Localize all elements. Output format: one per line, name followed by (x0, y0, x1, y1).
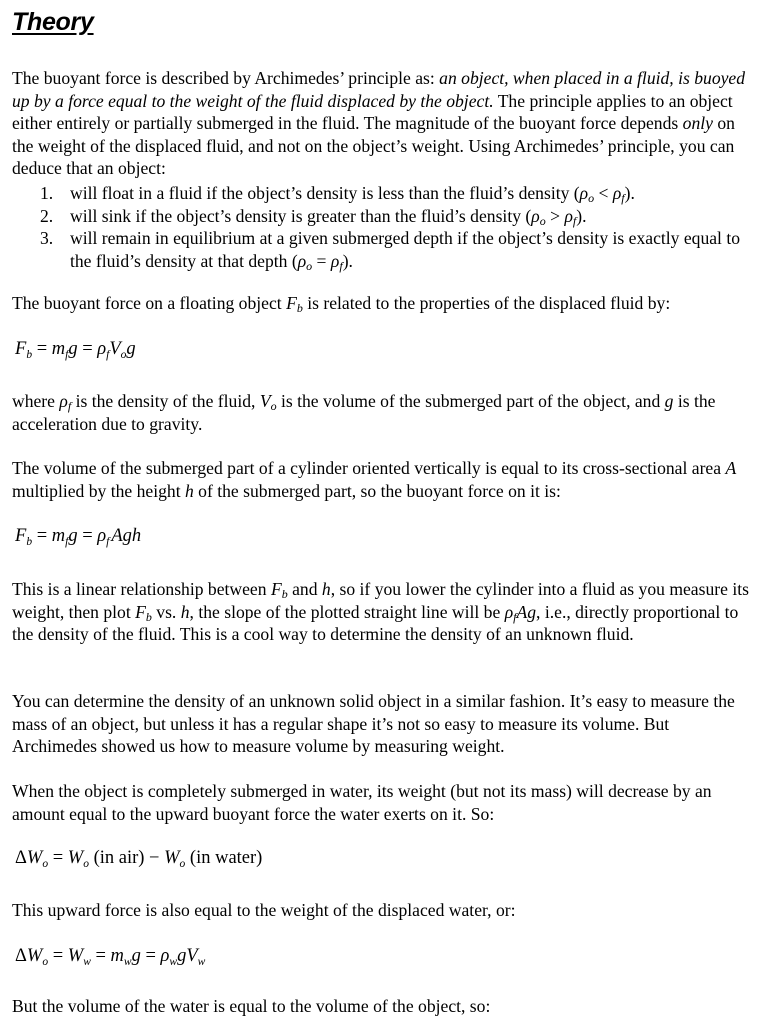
paragraph-submerged-weight: When the object is completely submerged in water, its weight (but not its mass) will decrease by an amount equal to the upward buoyant force the water exerts on it. So: (12, 781, 712, 824)
paragraph-solid-density: You can determine the density of an unknown solid object in a similar fashion. It’s easy to measure the mass of an object, but unless it has a regular shape it’s not so easy to measure its volume. But Archimedes showed us how to measure volume by measuring weight. (12, 691, 735, 757)
paragraph-displaced-water: This upward force is also equal to the weight of the displaced water, or: (12, 900, 516, 920)
equation-buoyant-force: $F_b = m_fg = \rho_fV_og$ (15, 339, 136, 361)
paragraph-buoyant-force-intro: The buoyant force on a floating object Fb is related to the properties of the displaced fluid by: (12, 293, 671, 315)
paragraph-linear-relationship: This is a linear relationship between Fb and h, so if you lower the cylinder into a fluid as you measure its weight, then plot Fb vs. h, the slope of the plotted straight line will be ρfAg, i.e., directly proportional to the density of the fluid. This is a cool way to determine the density of an unknown fluid. (12, 579, 749, 645)
paragraph-water-volume: But the volume of the water is equal to the volume of the object, so: (12, 996, 491, 1016)
density-conditions-list (12, 182, 752, 272)
list-item: 2. will sink if the object’s density is greater than the fluid’s density (ρo > ρf). (40, 205, 587, 228)
list-item: 3. will remain in equilibrium at a given submerged depth if the object’s density is exactly equal to the fluid’s density at that depth (ρo = ρf). (40, 228, 741, 273)
paragraph-variable-definitions: where ρf is the density of the fluid, Vo is the volume of the submerged part of the object, and g is the acceleration due to gravity. (12, 391, 716, 434)
list-item: 1. will float in a fluid if the object’s density is less than the fluid’s density (ρo < ρf). (40, 183, 635, 205)
paragraph-archimedes-principle: The buoyant force is described by Archimedes’ principle as: an object, when placed in a fluid, is buoyed up by a force equal to the weight of the fluid displaced by the object. The principle applies to an object either entirely or partially submerged in the fluid. The magnitude of the buoyant force depends only on the weight of the displaced fluid, and not on the object’s weight. Using Archimedes’ principle, you can deduce that an object: (12, 68, 746, 179)
equation-cylinder-buoyant-force: $F_b = m_fg = \rho_f$ Agh (15, 526, 142, 548)
equation-displaced-water-weight: $\Delta W_o = W_w = m_wg = \rho_wgV_w$ (15, 946, 206, 968)
paragraph-cylinder-volume: The volume of the submerged part of a cylinder oriented vertically is equal to its cross-sectional area A multiplied by the height h of the submerged part, so the buoyant force on it is: (12, 458, 737, 501)
section-title: Theory (12, 8, 94, 36)
equation-weight-difference: $\Delta W_o = W_o$ (in $air) - W_o$ (in water) (15, 848, 263, 870)
